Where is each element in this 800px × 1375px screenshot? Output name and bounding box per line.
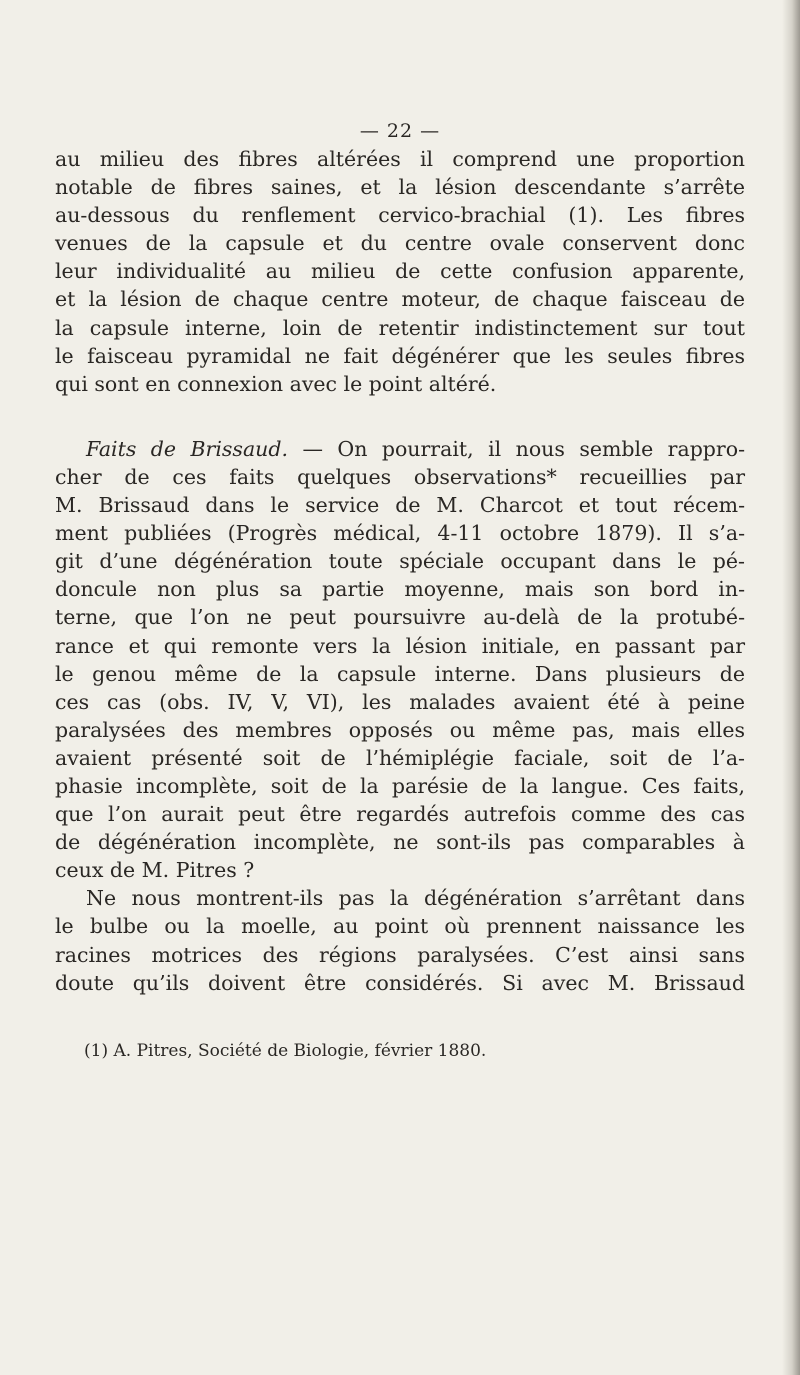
text-line: de dégénération incomplète, ne sont-ils pas comparables à [55,830,745,855]
text-line: phasie incomplète, soit de la parésie de la langue. Ces faits, [55,773,745,798]
text-line: doncule non plus sa partie moyenne, mais son bord in- [55,577,745,602]
text-line: le faisceau pyramidal ne fait dégénérer que les seules fibres [55,343,745,368]
paragraph-gap [55,398,745,435]
text-line: M. Brissaud dans le service de M. Charcot et tout récem- [55,493,745,518]
text-line: venues de la capsule et du centre ovale conservent donc [55,231,745,256]
text-line: que l’on aurait peut être regardés autrefois comme des cas [55,802,745,827]
text-line: Ne nous montrent-ils pas la dégénération s’arrêtant dans [86,886,745,911]
text-line: git d’une dégénération toute spéciale occupant dans le pé- [55,549,745,574]
text-line: racines motrices des régions paralysées. C’est ainsi sans [55,942,745,967]
footnote: (1) A. Pitres, Société de Biologie, février 1880. [84,1041,487,1061]
text-fragment: — On pourrait, il nous semble rappro- [288,436,746,461]
text-line: ment publiées (Progrès médical, 4-11 octobre 1879). Il s’a- [55,521,745,546]
page-edge-shadow [782,0,800,1375]
text-line: le genou même de la capsule interne. Dans plusieurs de [55,661,745,686]
text-line: au milieu des fibres altérées il comprend une proportion [55,147,745,171]
text-line: ceux de M. Pitres ? [55,858,255,883]
paragraph-1 [55,145,745,398]
paragraph-2 [55,435,745,885]
text-line: ces cas (obs. IV, V, VI), les malades avaient été à peine [55,689,745,714]
section-heading: Faits de Brissaud. [86,436,289,461]
paragraph-3 [55,884,745,996]
text-line: et la lésion de chaque centre moteur, de chaque faisceau de [55,287,745,312]
text-line: paralysées des membres opposés ou même pas, mais elles [55,717,745,742]
text-line: terne, que l’on ne peut poursuivre au-delà de la protubé- [55,605,745,630]
text-line: avaient présenté soit de l’hémiplégie faciale, soit de l’a- [55,745,745,770]
text-line: doute qu’ils doivent être considérés. Si avec M. Brissaud [55,970,745,995]
text-line: la capsule interne, loin de retentir indistinctement sur tout [55,315,745,340]
text-line: rance et qui remonte vers la lésion initiale, en passant par [55,633,745,658]
text-line: cher de ces faits quelques observations* recueillies par [55,464,745,489]
text-line: notable de fibres saines, et la lésion descendante s’arrête [55,175,745,200]
text-line [55,435,745,463]
page-number: — 22 — [359,120,441,142]
text-line: au-dessous du renflement cervico-brachial (1). Les fibres [55,203,745,228]
text-line: le bulbe ou la moelle, au point où prennent naissance les [55,914,745,939]
text-line: qui sont en connexion avec le point altéré. [55,371,497,396]
body-text [55,145,745,997]
text-line: leur individualité au milieu de cette confusion apparente, [55,259,745,284]
